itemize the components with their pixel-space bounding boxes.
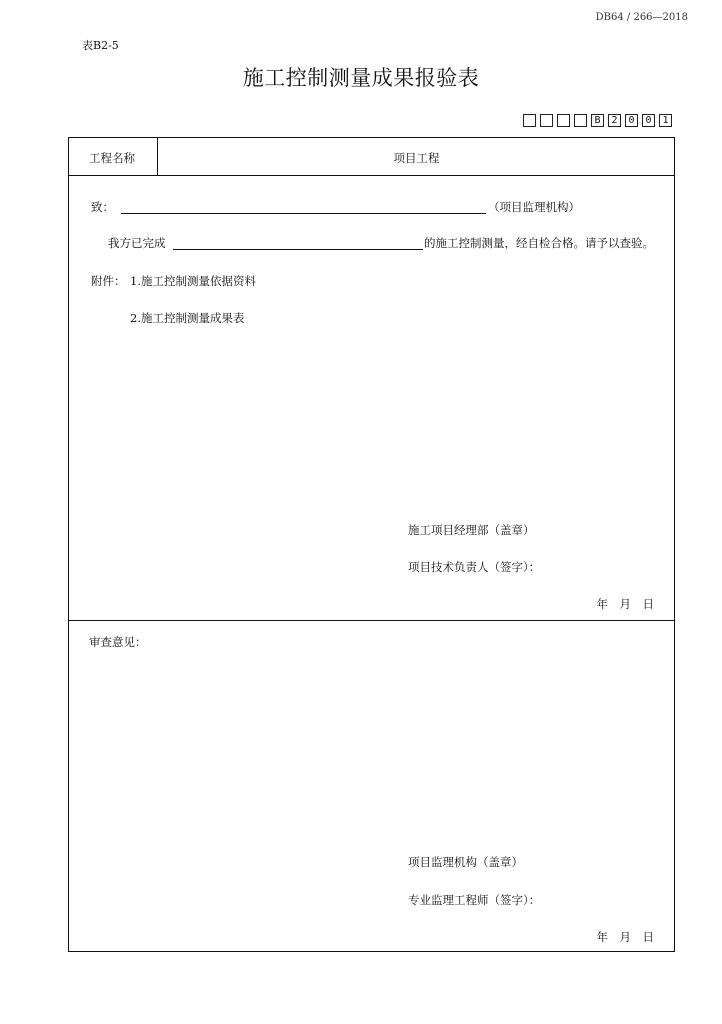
to-label: 致： bbox=[91, 200, 114, 214]
code-box[interactable] bbox=[523, 114, 536, 127]
date-field[interactable]: 年 月 日 bbox=[596, 930, 654, 944]
completed-prefix: 我方已完成 bbox=[108, 236, 166, 250]
form-code-boxes bbox=[523, 114, 672, 127]
recipient-field[interactable] bbox=[121, 199, 486, 214]
section-divider bbox=[69, 620, 674, 621]
completed-suffix: 的施工控制测量，经自检合格。请予以查验。 bbox=[424, 236, 654, 250]
date-field[interactable]: 年 月 日 bbox=[596, 597, 654, 611]
form-title: 施工控制测量成果报验表 bbox=[242, 66, 480, 90]
header-row-line bbox=[69, 175, 674, 176]
project-name-value[interactable]: 项目工程 bbox=[393, 151, 440, 165]
to-suffix: （项目监理机构） bbox=[488, 200, 580, 214]
code-box[interactable]: B bbox=[591, 114, 604, 127]
completed-work-field[interactable] bbox=[173, 235, 423, 250]
code-box[interactable]: 0 bbox=[625, 114, 638, 127]
code-box[interactable] bbox=[557, 114, 570, 127]
attachment-item: 2.施工控制测量成果表 bbox=[130, 311, 245, 325]
code-box[interactable] bbox=[574, 114, 587, 127]
code-box[interactable] bbox=[540, 114, 553, 127]
attachments-label: 附件： bbox=[91, 274, 126, 288]
standard-code: DB64 / 266—2018 bbox=[595, 12, 688, 23]
attachment-item: 1.施工控制测量依据资料 bbox=[130, 274, 256, 288]
code-box[interactable]: 0 bbox=[642, 114, 655, 127]
supervisor-org-seal: 项目监理机构（盖章） bbox=[408, 855, 523, 869]
review-label: 审查意见： bbox=[89, 635, 147, 649]
code-box[interactable]: 1 bbox=[659, 114, 672, 127]
contractor-tech-lead-signature[interactable]: 项目技术负责人（签字）： bbox=[408, 560, 541, 574]
code-box[interactable]: 2 bbox=[608, 114, 621, 127]
contractor-dept-seal: 施工项目经理部（盖章） bbox=[408, 523, 535, 537]
project-name-label: 工程名称 bbox=[89, 151, 135, 165]
form-number: 表B2-5 bbox=[82, 39, 119, 52]
supervisor-engineer-signature[interactable]: 专业监理工程师（签字）： bbox=[408, 893, 541, 907]
form-table bbox=[68, 137, 675, 952]
